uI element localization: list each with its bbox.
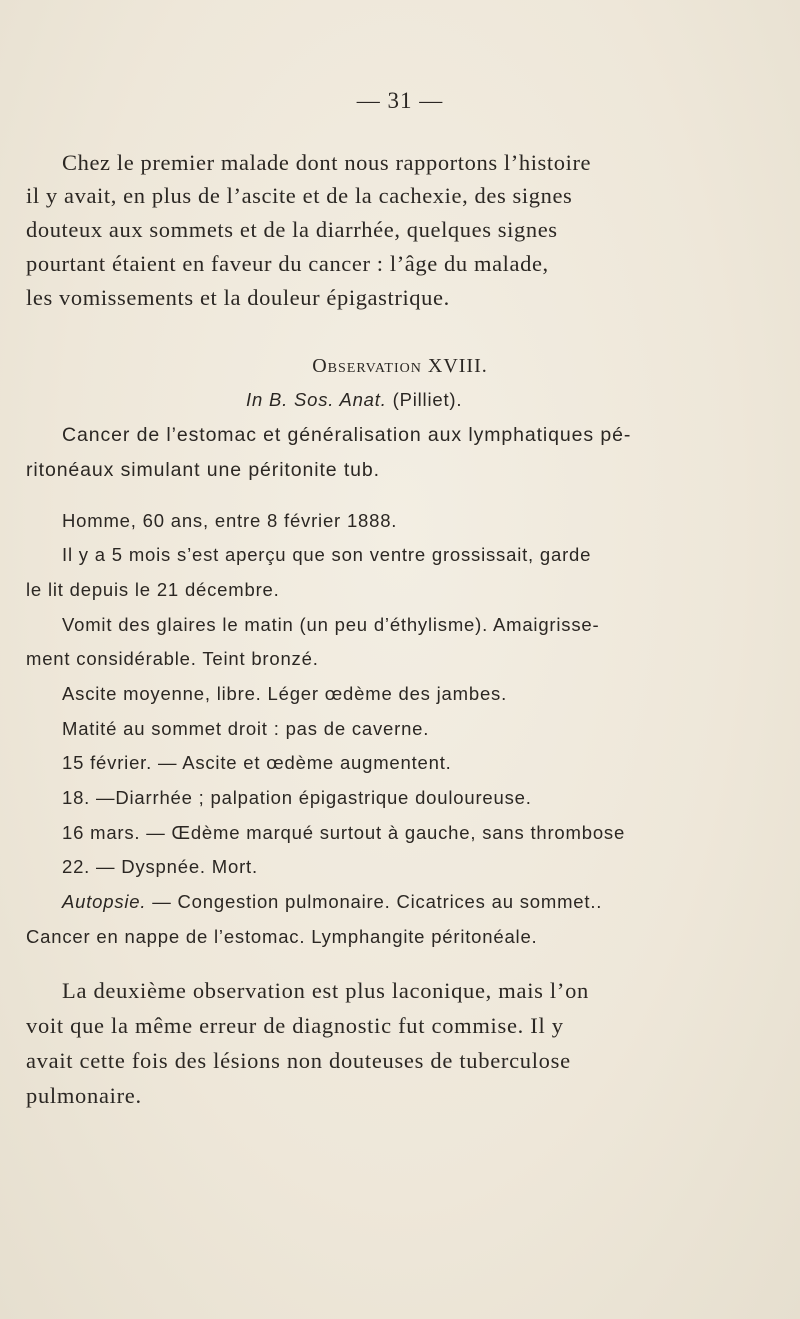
- page-number: — 31 —: [356, 88, 444, 113]
- intro-line-5: les vomissements et la douleur épigastrique.: [26, 285, 450, 310]
- autopsy-line: [62, 891, 602, 913]
- observation-line-4: Vomit des glaires le matin (un peu d’éthylisme). Amaigrisse-: [62, 614, 600, 635]
- observation-line-11: 22. — Dyspnée. Mort.: [62, 856, 258, 877]
- intro-line-1: Chez le premier malade dont nous rapportons l’histoire: [62, 150, 592, 175]
- observation-title-line-1: Cancer de l’estomac et généralisation aux lymphatiques pé-: [62, 424, 632, 446]
- observation-line-3: le lit depuis le 21 décembre.: [26, 579, 280, 600]
- observation-line-9: 18. —Diarrhée ; palpation épigastrique douloureuse.: [62, 787, 532, 808]
- observation-line-5: ment considérable. Teint bronzé.: [26, 648, 319, 669]
- closing-line-4: pulmonaire.: [26, 1083, 142, 1108]
- intro-line-4: pourtant étaient en faveur du cancer : l’âge du malade,: [26, 251, 549, 276]
- closing-line-3: avait cette fois des lésions non douteuses de tuberculose: [26, 1048, 571, 1073]
- closing-line-1: La deuxième observation est plus laconique, mais l’on: [62, 978, 589, 1003]
- autopsy-line-2: Cancer en nappe de l’estomac. Lymphangite péritonéale.: [26, 926, 538, 947]
- intro-line-3: douteux aux sommets et de la diarrhée, quelques signes: [26, 217, 558, 242]
- observation-source: [246, 389, 462, 411]
- observation-heading-text: Observation XVIII.: [312, 355, 488, 377]
- observation-line-8: 15 février. — Ascite et œdème augmentent.: [62, 752, 452, 773]
- autopsy-label: Autopsie.: [62, 891, 147, 912]
- observation-source-author: (Pilliet).: [392, 389, 463, 410]
- observation-line-10: 16 mars. — Œdème marqué surtout à gauche, sans thrombose: [62, 822, 626, 843]
- observation-heading: [0, 355, 800, 378]
- observation-line-1: Homme, 60 ans, entre 8 février 1888.: [62, 510, 398, 531]
- closing-line-2: voit que la même erreur de diagnostic fut commise. Il y: [26, 1013, 564, 1038]
- observation-line-6: Ascite moyenne, libre. Léger œdème des jambes.: [62, 683, 508, 704]
- autopsy-text: — Congestion pulmonaire. Cicatrices au sommet..: [146, 891, 603, 912]
- observation-source-journal: In B. Sos. Anat.: [246, 389, 387, 410]
- observation-line-7: Matité au sommet droit : pas de caverne.: [62, 718, 430, 739]
- observation-line-2: Il y a 5 mois s’est aperçu que son ventre grossissait, garde: [62, 544, 592, 565]
- observation-title-line-2: ritonéaux simulant une péritonite tub.: [26, 459, 380, 481]
- intro-line-2: il y avait, en plus de l’ascite et de la cachexie, des signes: [26, 183, 573, 208]
